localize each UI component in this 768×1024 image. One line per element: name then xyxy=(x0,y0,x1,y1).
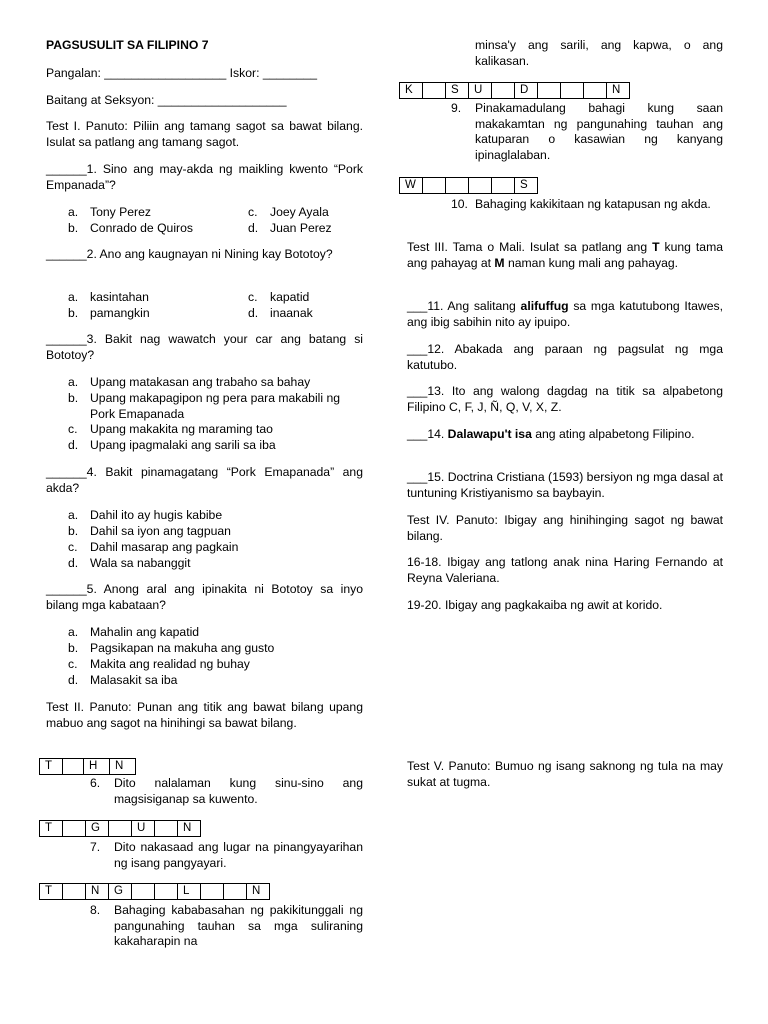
letter-cell xyxy=(63,821,86,836)
letter-cell xyxy=(155,884,178,899)
letter-cell: T xyxy=(40,884,63,899)
name-score-line: Pangalan: __________________ Iskor: ________ xyxy=(46,66,318,80)
item-text: Dito nakasaad ang lugar na pinangyayarihan ng isang pangyayari. xyxy=(114,840,363,870)
letter-cell: N xyxy=(607,83,630,98)
letter-cell xyxy=(492,83,515,98)
q11-post: sa mga katutubong Itawes, ang ibig sabihin nito ay ipuipo. xyxy=(407,299,723,329)
letter-cell: U xyxy=(132,821,155,836)
choice-text: Wala sa nabanggit xyxy=(90,556,191,570)
letter-cell xyxy=(63,759,84,774)
letter-cell: T xyxy=(40,759,63,774)
choice-text: Conrado de Quiros xyxy=(90,221,193,235)
letter-cell xyxy=(423,83,446,98)
letter-cell: N xyxy=(247,884,270,899)
letter-grid-8 xyxy=(39,883,270,900)
choice-letter: c. xyxy=(248,205,258,219)
question-15: ___15. Doctrina Cristiana (1593) bersiyon ng mga dasal at tuntuning Kristiyanismo sa baybayin. xyxy=(407,470,723,500)
letter-cell: S xyxy=(446,83,469,98)
letter-cell xyxy=(584,83,607,98)
letter-cell: U xyxy=(469,83,492,98)
choice-letter: d. xyxy=(248,306,259,320)
letter-cell: D xyxy=(515,83,538,98)
letter-cell: L xyxy=(178,884,201,899)
choice-letter: b. xyxy=(68,306,79,320)
letter-cell xyxy=(63,884,86,899)
choice-letter: a. xyxy=(68,508,79,522)
test1-instructions: Test I. Panuto: Piliin ang tamang sagot sa bawat bilang. Isulat sa patlang ang tamang sagot. xyxy=(46,119,363,149)
choice-text: Upang matakasan ang trabaho sa bahay xyxy=(90,375,311,389)
letter-cell xyxy=(492,178,515,193)
choice-item xyxy=(68,422,363,438)
q14-pre: ___14. xyxy=(407,427,448,441)
choice-letter: d. xyxy=(68,673,79,687)
choice-letter: a. xyxy=(68,290,79,304)
item-text: Dito nalalaman kung sinu-sino ang magsisiganap sa kuwento. xyxy=(114,776,363,806)
letter-cell xyxy=(132,884,155,899)
choice-text: Joey Ayala xyxy=(270,205,329,219)
question-3: ______3. Bakit nag wawatch your car ang batang si Bototoy? xyxy=(46,332,363,362)
item-10 xyxy=(451,197,723,213)
choice-item xyxy=(68,524,363,540)
letter-cell: G xyxy=(86,821,109,836)
choice-text: Tony Perez xyxy=(90,205,151,219)
letter-grid-6 xyxy=(39,758,136,775)
letter-cell: N xyxy=(178,821,201,836)
letter-cell xyxy=(109,821,132,836)
question-5: ______5. Anong aral ang ipinakita ni Bototoy sa inyo bilang mga kabataan? xyxy=(46,582,363,612)
choice-letter: c. xyxy=(68,422,78,436)
choice-text: Dahil masarap ang pagkain xyxy=(90,540,239,554)
item-7 xyxy=(90,840,363,871)
choice-item xyxy=(68,438,363,454)
choice-letter: d. xyxy=(248,221,259,235)
choice-text: Upang ipagmalaki ang sarili sa iba xyxy=(90,438,276,452)
item-number: 6. xyxy=(90,776,101,790)
letter-cell xyxy=(201,884,224,899)
choice-text: Juan Perez xyxy=(270,221,332,235)
letter-cell xyxy=(538,83,561,98)
grade-section-line: Baitang at Seksyon: ___________________ xyxy=(46,93,287,107)
letter-grid-7 xyxy=(39,820,201,837)
choice-letter: c. xyxy=(68,657,78,671)
test3-instructions-false: M xyxy=(494,255,505,270)
letter-cell: N xyxy=(86,884,109,899)
letter-cell: T xyxy=(40,821,63,836)
q11-pre: ___11. Ang salitang xyxy=(407,299,521,313)
q11-bold: alifuffug xyxy=(520,299,569,313)
choice-item xyxy=(68,508,363,524)
choice-item xyxy=(68,540,363,556)
item-number: 9. xyxy=(451,101,462,115)
choice-letter: a. xyxy=(68,375,79,389)
question-1: ______1. Sino ang may-akda ng maikling kwento “Pork Empanada”? xyxy=(46,162,363,192)
item-text: Bahaging kababasahan ng pakikitunggali ng pangunahing tauhan sa mga suliraning kakaharapin na xyxy=(114,903,363,948)
letter-grid-10 xyxy=(399,177,538,194)
choice-item xyxy=(68,391,363,422)
question-12: ___12. Abakada ang paraan ng pagsulat ng mga katutubo. xyxy=(407,342,723,372)
choice-item xyxy=(68,375,363,391)
test3-instructions-pre: Test III. Tama o Mali. Isulat sa patlang ang xyxy=(407,240,653,254)
letter-cell xyxy=(224,884,247,899)
choice-text: Dahil ito ay hugis kabibe xyxy=(90,508,223,522)
letter-grid-9 xyxy=(399,82,630,99)
item-text: Bahaging kakikitaan ng katapusan ng akda. xyxy=(475,197,711,211)
choice-text: Upang makapagipon ng pera para makabili ng Pork Emapanada xyxy=(90,391,341,421)
choice-text: Mahalin ang kapatid xyxy=(90,625,200,639)
choice-text: Pagsikapan na makuha ang gusto xyxy=(90,641,275,655)
choice-item xyxy=(68,641,363,657)
question-4: ______4. Bakit pinamagatang “Pork Emapanada” ang akda? xyxy=(46,465,363,495)
choice-letter: d. xyxy=(68,438,79,452)
q14-bold: Dalawapu't isa xyxy=(447,427,532,441)
question-16-18: 16-18. Ibigay ang tatlong anak nina Haring Fernando at Reyna Valeriana. xyxy=(407,555,723,585)
test3-instructions-mid: kung tama ang pahayag at xyxy=(407,240,724,270)
choice-letter: a. xyxy=(68,205,79,219)
choice-letter: a. xyxy=(68,625,79,639)
page-title: PAGSUSULIT SA FILIPINO 7 xyxy=(46,38,209,52)
item-8-continued: minsa'y ang sarili, ang kapwa, o ang kalikasan. xyxy=(475,38,723,68)
choice-text: inaanak xyxy=(270,306,313,320)
choice-text: Makita ang realidad ng buhay xyxy=(90,657,250,671)
choice-item xyxy=(68,673,363,689)
letter-cell xyxy=(155,821,178,836)
question-14 xyxy=(407,427,723,443)
test5-instructions: Test V. Panuto: Bumuo ng isang saknong ng tula na may sukat at tugma. xyxy=(407,759,723,789)
letter-cell: W xyxy=(400,178,423,193)
choice-item xyxy=(68,657,363,673)
test3-instructions-true: T xyxy=(652,240,660,254)
letter-cell xyxy=(446,178,469,193)
choice-text: pamangkin xyxy=(90,306,150,320)
letter-cell: G xyxy=(109,884,132,899)
letter-cell: S xyxy=(515,178,538,193)
item-9 xyxy=(451,101,723,163)
question-19-20: 19-20. Ibigay ang pagkakaiba ng awit at korido. xyxy=(407,598,663,612)
choice-letter: b. xyxy=(68,641,79,655)
test3-instructions xyxy=(407,240,723,271)
choice-text: kapatid xyxy=(270,290,310,304)
item-8 xyxy=(90,903,363,950)
choice-text: Dahil sa iyon ang tagpuan xyxy=(90,524,231,538)
test4-instructions: Test IV. Panuto: Ibigay ang hinihinging sagot ng bawat bilang. xyxy=(407,513,723,543)
choice-letter: b. xyxy=(68,391,79,405)
item-6 xyxy=(90,776,363,807)
letter-cell: H xyxy=(84,759,110,774)
choice-text: Upang makakita ng maraming tao xyxy=(90,422,273,436)
choice-text: Malasakit sa iba xyxy=(90,673,178,687)
letter-cell: K xyxy=(400,83,423,98)
choice-item xyxy=(68,556,363,572)
letter-cell xyxy=(469,178,492,193)
choice-letter: d. xyxy=(68,556,79,570)
choice-item xyxy=(68,625,363,641)
item-number: 8. xyxy=(90,903,101,917)
choice-text: kasintahan xyxy=(90,290,149,304)
test3-instructions-post: naman kung mali ang pahayag. xyxy=(504,255,679,270)
choice-letter: c. xyxy=(248,290,258,304)
item-number: 7. xyxy=(90,840,101,854)
question-11 xyxy=(407,299,723,330)
item-text: Pinakamadulang bahagi kung saan makakamtan ng pangunahing tauhan ang katuparan o kasawian ng kanyang ipinaglalaban. xyxy=(475,101,723,162)
test2-instructions: Test II. Panuto: Punan ang titik ang bawat bilang upang mabuo ang sagot na hinihingi sa bawat bilang. xyxy=(46,700,363,730)
choice-letter: c. xyxy=(68,540,78,554)
letter-cell: N xyxy=(110,759,136,774)
question-13: ___13. Ito ang walong dagdag na titik sa alpabetong Filipino C, F, J, Ñ, Q, V, X, Z. xyxy=(407,384,723,414)
choice-letter: b. xyxy=(68,524,79,538)
item-number: 10. xyxy=(451,197,468,211)
letter-cell xyxy=(561,83,584,98)
letter-cell xyxy=(423,178,446,193)
choice-letter: b. xyxy=(68,221,79,235)
question-2: ______2. Ano ang kaugnayan ni Nining kay Bototoy? xyxy=(46,247,333,261)
q14-post: ang ating alpabetong Filipino. xyxy=(531,427,695,441)
